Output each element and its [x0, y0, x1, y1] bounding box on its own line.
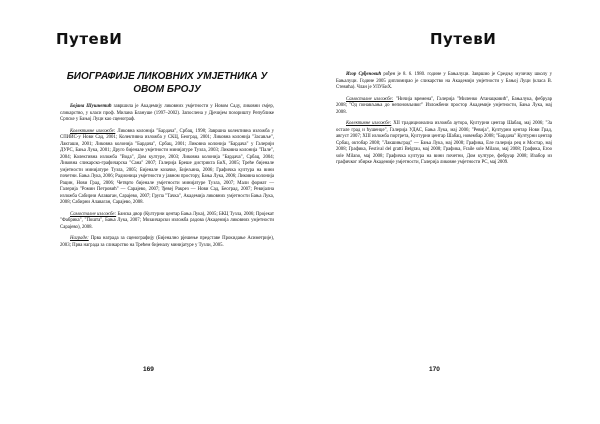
awards-paragraph [60, 236, 274, 249]
solo-exhibitions-paragraph [336, 97, 552, 117]
right-page [300, 0, 600, 424]
solo-exhibitions-label: Самосталне изложбе: [70, 211, 117, 217]
solo-exhibitions-text: Банска двор (Културни центар Бања Лука), 2005; БКЦ Тузла, 2006; Пројекат "Фабрика", "Пошта", Бања Лука, 2007; Мозаичарски изложба радова (Академија ликовних умјетности Сарајево), 2008. [60, 211, 274, 230]
solo-exhibitions-paragraph [60, 212, 274, 232]
artist-name: Бојана Шушнетић [70, 104, 112, 109]
group-exhibitions-label: Колективне изложбе: [346, 121, 392, 126]
left-text-column [60, 104, 274, 254]
group-exhibitions-text: Ликовна колонија "Бардача", Србац, 1998; Завршна колективна изложба у СПИИС-у Нови Сад, 2001; Колективна изложба у СКЦ, Београд, 2001; Ликовна колонија "Засавље", Лакташи, 2001; Ликовна колонија "Бардача", Србац, 2001; Ликовна колонија "Бардача" у Галерији ДУРС, Бања Лука, 2001; Друго бијенале умјетности минијатуре Тузла, 2003; Ликовна колонија "Пале", 2004; Колективна изложба "Вода", Дом културе, 2003; Ликовна колонија "Бардача", Србац, 2004; Ликовна сликарско-графичарска "Сана" 2007; Галерија Бреше дистрикта БиХ, 2005; Треће бијенале умјетности минијатуре Тузла, 2005; Бијенале козачке, Бијељина, 2006; Графичка култура на вини почетни. Бања Лука, 2006; Радионица умјетности у јавном простору, Бања Лука, 2006; Ликовна колонија Рацин, Нови Град, 2006; Четврто бијенале умјетности минијатуре Тузла, 2007; Мали формат — Галерија "Ромин Петровић" — Сарајево, 2007; Ђевеј Ракрез — Нови Сад, Београд, 2007; Ревијална изложба Сабирни Алаваган, Сарајево, 2007; Група "Тачка", Академија ликовних умјетности Бања Лука, 2008; Сабирни Алаваган, Сарајево, 2008. [60, 128, 274, 205]
solo-exhibitions-text: "Ничија времена", Галерија "Миленко Атанацковић", Бањалука, фебруар 2008; "Од понављања до непоновљивог" Изложбени простор Академије умјетности, Бања Лука, мај 2008. [336, 96, 552, 115]
journal-header-left: ПутевИ [56, 30, 123, 48]
section-title: БИОГРАФИЈЕ ЛИКОВНИХ УМЈЕТНИКА У ОВОМ БРОЈУ [66, 71, 268, 95]
group-exhibitions-paragraph [60, 129, 274, 207]
bio-text: рођен је 8. 6. 1980. године у Бањалуци. Завршио је Средњу музичку школу у Бањалуци. Године 2005 дипломирао је сликарство на Академији умјетности у Бањој Луци (класа В. Стевића). Члан је УЛУБиХ. [336, 72, 553, 90]
page-number-right: 170 [429, 366, 440, 373]
bio-paragraph [60, 104, 274, 124]
solo-exhibitions-label: Самосталне изложбе: [346, 96, 394, 102]
awards-label: Награде: [70, 236, 89, 241]
bio-paragraph [336, 72, 552, 92]
artist-name: Игор Срђеновић [346, 72, 382, 77]
bio-text: завршила је Академију ликовних умјетности у Новом Саду, ликовни смјер, сликарство, у класи проф. Милана Блануше (1997–2002). Запослена у Дјечијем позоришту Републике Српске у Бањој Луци као сценограф. [60, 104, 275, 122]
group-exhibitions-paragraph [336, 121, 552, 167]
right-text-column [336, 72, 552, 172]
group-exhibitions-text: XII традиционална изложба аутора, Културни центар Шабац, мај 2006; "За остале град и ћушенџе", Галерија УДАС, Бања Лука, мај 2006; "Ревија", Културни центар Нови Град, август 2007; XIII изложба портрета, Културни центар Шабац, новембар 2008; "Бардача" Културни центар Србац, октобар 2008; "Лакшињград" — Бања Лука, мај 2008; Графика, Елe галеријa рец и Мостар, мај 2008; Графика, Festival del gratti Belgrau, мај 2008; Графика, Fraile sole Milano, мај 2008; Графика, Eroo sole Milano, мај 2008; Графичка култура на вини почетни, Дом културе, фебруар 2008; Изабор из графичког збирке Академије умјетности, Галерија ликовне умјетности РС, мај 2009. [336, 121, 552, 165]
journal-header-right: ПутевИ [430, 30, 497, 48]
page-number-left: 169 [143, 366, 154, 373]
group-exhibitions-label: Колективне изложбе: [70, 128, 116, 134]
awards-text: Прва награда за сценографију (Бијенално рјешење представе Прокидање Асиметрије), 2003; Прва награда за сликарство на Трећем бијеналу минијатуре у Тузли, 2005. [60, 236, 275, 248]
